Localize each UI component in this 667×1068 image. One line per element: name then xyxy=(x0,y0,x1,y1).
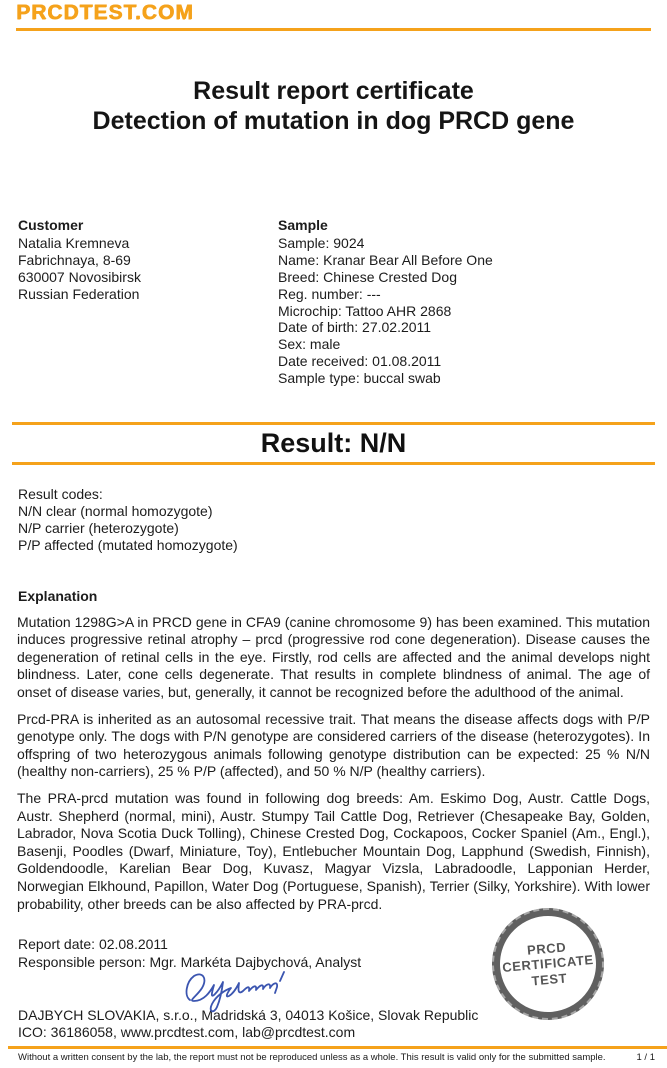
result-banner xyxy=(12,422,655,465)
customer-name: Natalia Kremneva xyxy=(18,234,130,251)
lab-contact: ICO: 36186058, www.prcdtest.com, lab@prcdtest.com xyxy=(18,1023,356,1040)
header-divider xyxy=(16,28,651,31)
sample-heading: Sample xyxy=(278,217,328,233)
page-title xyxy=(0,76,667,136)
sample-dog-name: Name: Kranar Bear All Before One xyxy=(278,251,493,268)
sample-microchip: Microchip: Tattoo AHR 2868 xyxy=(278,302,452,319)
sample-section xyxy=(278,217,493,387)
customer-country: Russian Federation xyxy=(18,285,140,302)
customer-city: 630007 Novosibirsk xyxy=(18,268,141,285)
sample-date-of-birth: Date of birth: 27.02.2011 xyxy=(278,319,432,336)
lab-address: DAJBYCH SLOVAKIA, s.r.o., Madridská 3, 04013 Košice, Slovak Republic xyxy=(18,1007,479,1023)
sample-sex: Sex: male xyxy=(278,336,341,353)
site-logo: PRCDTEST.COM xyxy=(16,1,194,24)
title-line-1: Result report certificate xyxy=(193,77,474,105)
analyst-signature xyxy=(180,966,330,1014)
stamp-line-1: PRCD xyxy=(526,939,567,958)
result-code-affected: P/P affected (mutated homozygote) xyxy=(18,537,238,553)
sample-id: Sample: 9024 xyxy=(278,234,365,251)
sample-date-received: Date received: 01.08.2011 xyxy=(278,353,442,370)
result-value: Result: N/N xyxy=(260,428,407,458)
stamp-line-3: TEST xyxy=(530,970,568,989)
title-line-2: Detection of mutation in dog PRCD gene xyxy=(92,107,575,135)
report-date: Report date: 02.08.2011 xyxy=(18,936,168,952)
customer-heading: Customer xyxy=(18,217,84,233)
footer-divider xyxy=(8,1046,667,1049)
result-code-carrier: N/P carrier (heterozygote) xyxy=(18,520,179,536)
result-codes-section xyxy=(18,486,238,554)
certificate-stamp-text xyxy=(500,937,595,991)
explanation-section xyxy=(17,588,650,922)
sample-type: Sample type: buccal swab xyxy=(278,370,441,387)
customer-section xyxy=(18,217,141,303)
sample-reg-number: Reg. number: --- xyxy=(278,285,381,302)
sample-breed: Breed: Chinese Crested Dog xyxy=(278,268,457,285)
explanation-paragraph-mutation: Mutation 1298G>A in PRCD gene in CFA9 (canine chromosome 9) has been examined. This mutation induces progressive retinal atrophy – prcd (progressive rod cone degeneration). Disease causes the degeneration of retinal cells in the eye. Firstly, rod cells are affected and the animal develops night blindness. Later, cone cells degenerate. That results in complete blindness of animal. The age of onset of disease varies, but, generally, it cannot be recognized before the adulthood of the animal. xyxy=(17,613,650,700)
explanation-paragraph-inheritance: Prcd-PRA is inherited as an autosomal recessive trait. That means the disease affects dogs with P/P genotype only. The dogs with P/N genotype are considered carriers of the disease (heterozygotes). In offspring of two heterozygous animals following genotype distribution can be expected: 25 % N/N (healthy non-carriers), 25 % P/P (affected), and 50 % N/P (healthy carriers). xyxy=(17,710,650,780)
page-indicator: 1 / 1 xyxy=(636,1052,655,1063)
explanation-paragraph-breeds: The PRA-prcd mutation was found in following dog breeds: Am. Eskimo Dog, Austr. Cattle Dogs, Austr. Shepherd (normal, mini), Austr. Stumpy Tail Cattle Dog, Retriever (Chesapeake Bay, Golden, Labrador, Nova Scotia Duck Tolling), Chinese Crested Dog, Cockapoos, Cocker Spaniel (Am., Engl.), Basenji, Poodles (Dwarf, Miniature, Toy), Entlebucher Mountain Dog, Lapphund (Swedish, Finnish), Goldendoodle, Karelian Bear Dog, Kuvasz, Magyar Vizsla, Labradoodle, Lapponian Herder, Norwegian Elkhound, Papillon, Water Dog (Portuguese, Spanish), Terrier (Silky, Yorkshire). With lower probability, other breeds can be also affected by PRA-prcd. xyxy=(17,789,650,912)
responsible-person: Responsible person: Mgr. Markéta Dajbychová, Analyst xyxy=(18,953,362,970)
legal-note: Without a written consent by the lab, the report must not be reproduced unless as a whole. This result is valid only for the submitted sample. xyxy=(18,1052,606,1063)
stamp-line-2: CERTIFICATE xyxy=(501,952,595,976)
explanation-heading: Explanation xyxy=(18,588,98,604)
customer-street: Fabrichnaya, 8-69 xyxy=(18,251,131,268)
result-code-clear: N/N clear (normal homozygote) xyxy=(18,503,213,519)
result-codes-heading: Result codes: xyxy=(18,486,103,502)
